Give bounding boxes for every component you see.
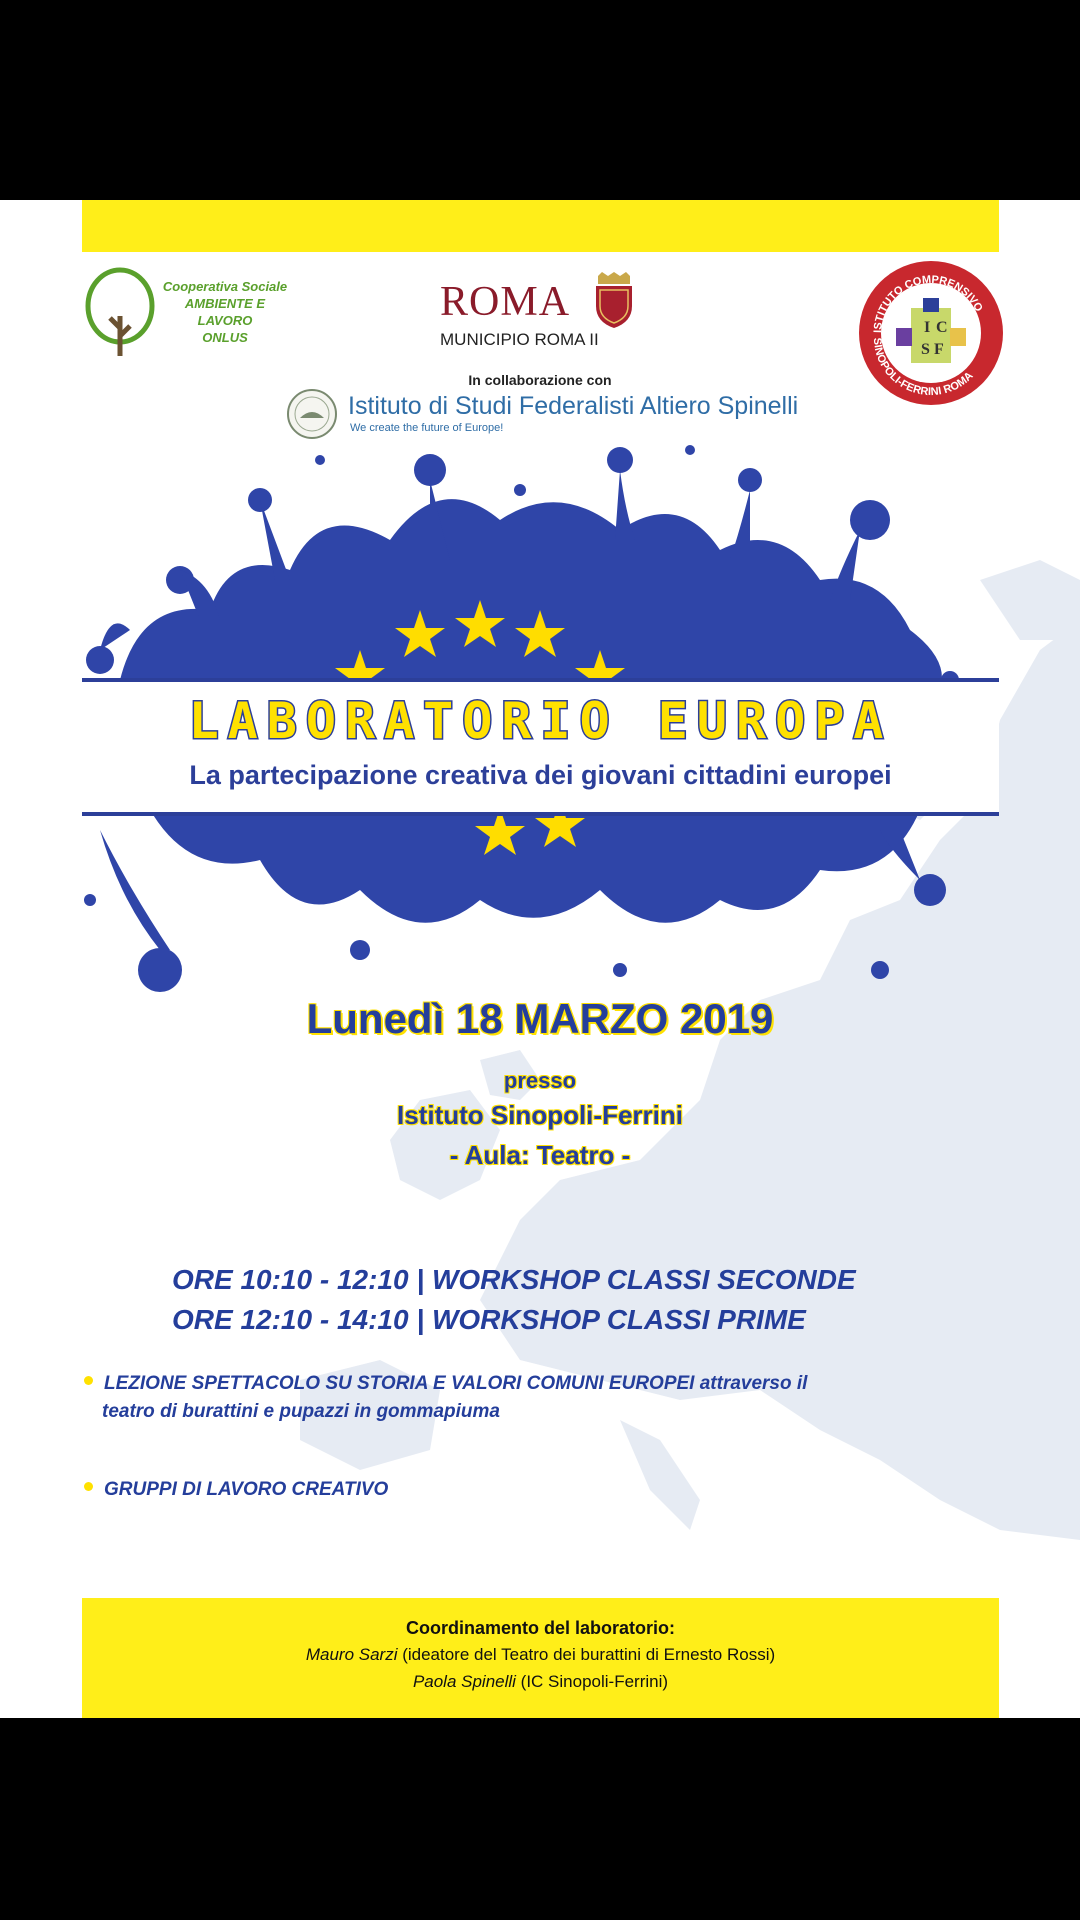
schedule-item: ORE 10:10 - 12:10 | WORKSHOP CLASSI SECONDE [172, 1264, 856, 1295]
ic-letter-f: F [934, 341, 944, 358]
ic-letter-c: C [936, 319, 948, 336]
coordinator-2-role: (IC Sinopoli-Ferrini) [515, 1672, 669, 1691]
top-yellow-bar [82, 200, 999, 252]
roma-title: ROMA [440, 279, 571, 325]
coordinator-1-role: (ideatore del Teatro dei burattini di Ernesto Rossi) [397, 1645, 776, 1664]
roma-subtitle: MUNICIPIO ROMA II [440, 330, 599, 349]
ic-logo-top-text: ISTITUTO COMPRENSIVO [871, 273, 985, 334]
coordinator-1 [82, 1645, 999, 1665]
coordination-box [82, 1598, 999, 1718]
coordinator-2 [82, 1672, 999, 1692]
collaboration-label: In collaborazione con [468, 372, 612, 388]
roma-shield-icon [592, 272, 636, 328]
room-name: - Aula: Teatro - [449, 1140, 631, 1170]
coordinator-2-name: Paola Spinelli [412, 1672, 516, 1691]
bullet-dot-icon [84, 1376, 93, 1385]
bullet-item [84, 1476, 1004, 1504]
event-date: Lunedì 18 MARZO 2019 [306, 995, 774, 1042]
bullet-dot-icon [84, 1482, 93, 1491]
venue-name: Istituto Sinopoli-Ferrini [397, 1100, 683, 1130]
ic-letter-s: S [921, 341, 930, 358]
title-band [82, 678, 999, 816]
ic-logo-bottom-text: SINOPOLI-FERRINI ROMA [870, 337, 976, 399]
bullet-item [84, 1370, 1004, 1426]
event-title: LABORATORIO EUROPA [188, 692, 893, 750]
poster [0, 200, 1080, 1718]
bullet-text-line1: GRUPPI DI LAVORO CREATIVO [104, 1479, 389, 1500]
tree-icon [82, 266, 162, 361]
schedule-item: ORE 12:10 - 14:10 | WORKSHOP CLASSI PRIME [172, 1304, 806, 1335]
bullet-text-line1: LEZIONE SPETTACOLO SU STORIA E VALORI COMUNI EUROPEI attraverso il [104, 1373, 808, 1394]
coordination-title: Coordinamento del laboratorio: [405, 1618, 675, 1638]
ic-letter-i: I [924, 319, 931, 336]
coop-logo [82, 266, 292, 366]
event-subtitle: La partecipazione creativa dei giovani cittadini europei [189, 760, 892, 790]
coop-name: Cooperativa Sociale AMBIENTE E LAVORO ONLUS [162, 279, 288, 345]
roma-logo [430, 272, 650, 352]
spinelli-tagline: We create the future of Europe! [350, 422, 504, 434]
coordinator-1-name: Mauro Sarzi [305, 1645, 398, 1664]
presso-label: presso [503, 1068, 577, 1093]
spinelli-name: Istituto di Studi Federalisti Altiero Spinelli [348, 392, 799, 420]
bullet-text-line2: teatro di burattini e pupazzi in gommapiuma [102, 1401, 500, 1422]
